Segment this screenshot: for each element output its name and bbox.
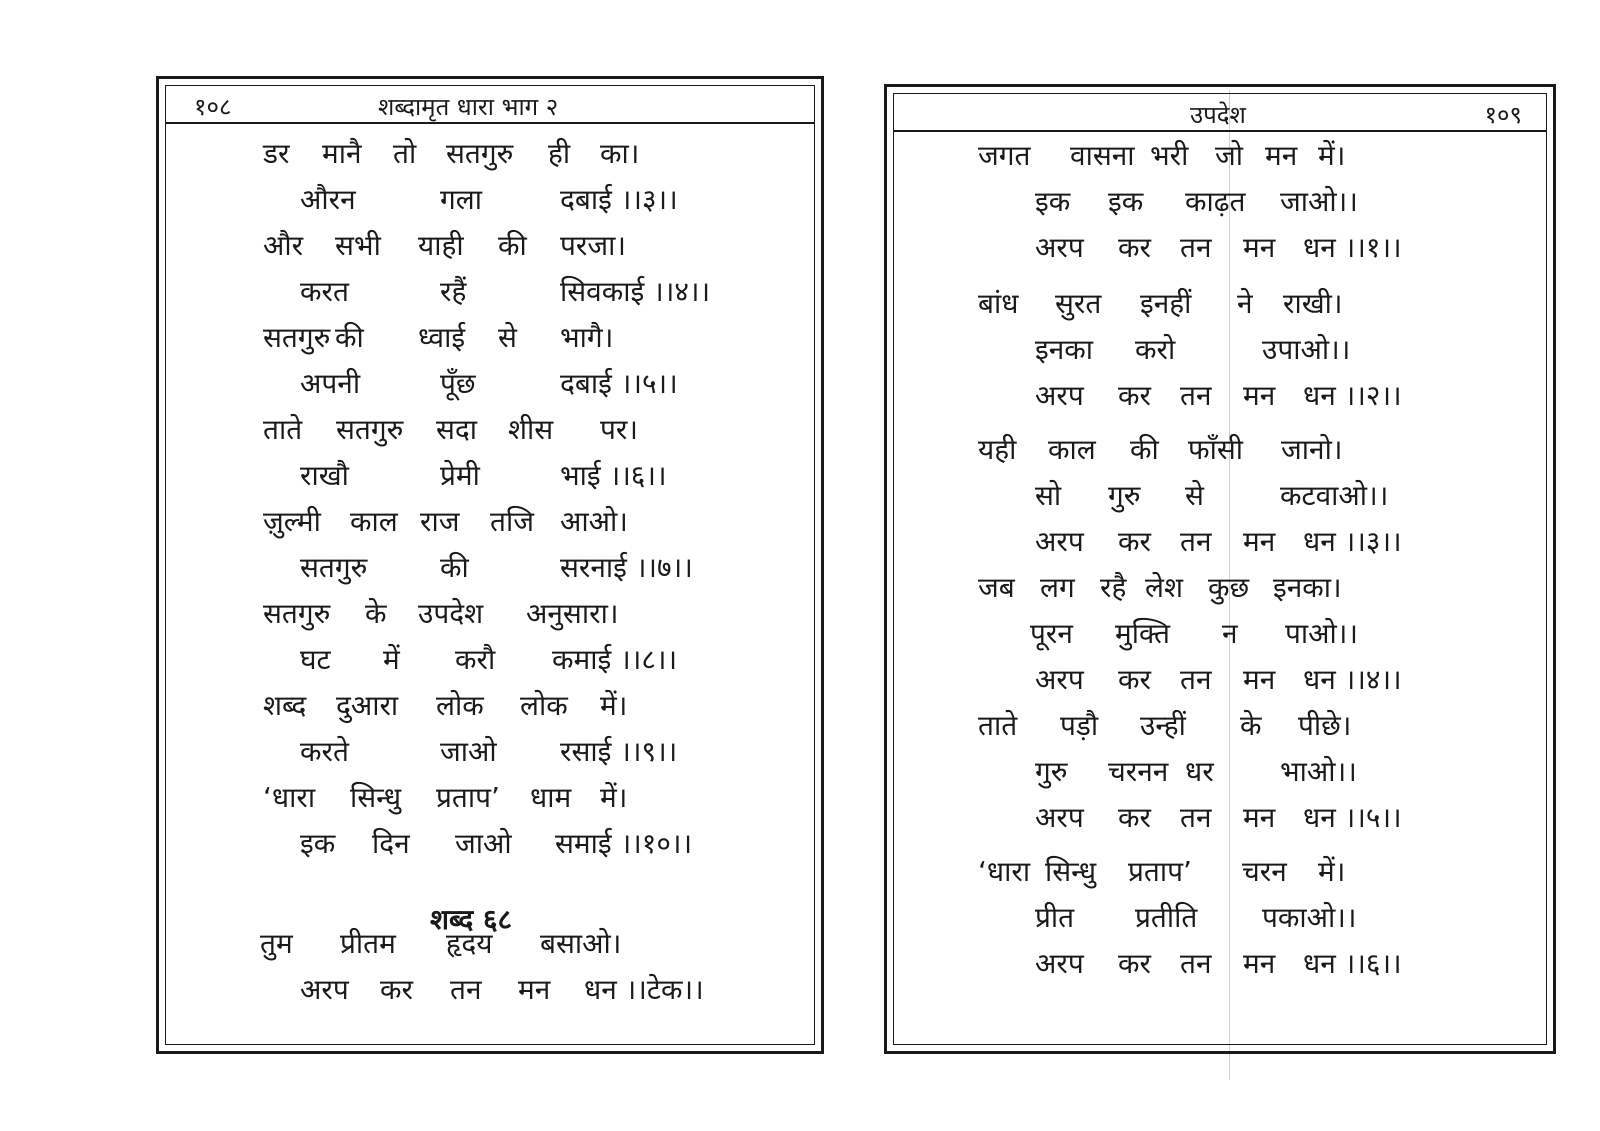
verse-word: तजि: [490, 505, 534, 538]
verse-word: लग: [1040, 571, 1075, 604]
verse-word: कर: [1118, 801, 1151, 834]
verse-word: ही: [548, 137, 571, 170]
verse-word: उन्हीं: [1140, 709, 1186, 742]
verse-word: प्रेमी: [440, 459, 480, 492]
verse-word: जाओ।।: [1280, 185, 1358, 218]
verse-word: ‘धारा: [978, 855, 1031, 888]
verse-word: जाओ: [440, 735, 497, 768]
verse-word: अरप: [1035, 947, 1084, 980]
verse-word: तो: [393, 137, 417, 170]
verse-word: अरप: [1035, 801, 1084, 834]
verse-word: में।: [600, 781, 628, 814]
verse-word: ताते: [263, 413, 303, 446]
shabd-heading: शब्द ६८: [430, 903, 513, 936]
verse-word: कटवाओ।।: [1280, 479, 1389, 512]
left-page-header: [166, 86, 814, 124]
verse-word: तन: [450, 973, 482, 1006]
verse-word: अरप: [1035, 231, 1084, 264]
verse-word: शीस: [508, 413, 554, 446]
verse-word: तन: [1180, 947, 1212, 980]
verse-word: तन: [1180, 525, 1212, 558]
verse-word: काल: [1048, 433, 1096, 466]
verse-word: धन ।।२।।: [1303, 379, 1402, 412]
verse-word: धन ।।३।।: [1303, 525, 1402, 558]
verse-word: जानो।: [1281, 433, 1343, 466]
verse-word: में।: [1318, 139, 1346, 172]
verse-word: धन ।।६।।: [1303, 947, 1402, 980]
verse-word: लोक: [520, 689, 568, 722]
verse-word: करत: [300, 275, 349, 308]
verse-word: राखौ: [300, 459, 349, 492]
verse-word: धन ।।१।।: [1303, 231, 1402, 264]
verse-word: लोक: [436, 689, 484, 722]
verse-word: तन: [1180, 379, 1212, 412]
verse-word: जब: [978, 571, 1015, 604]
verse-word: अरप: [1035, 379, 1084, 412]
verse-word: बसाओ।: [540, 927, 622, 960]
verse-word: करौ: [455, 643, 496, 676]
verse-word: डर: [263, 137, 290, 170]
verse-word: तन: [1180, 801, 1212, 834]
verse-word: चरन: [1242, 855, 1287, 888]
verse-word: आओ।: [560, 505, 628, 538]
verse-word: पूँछ: [440, 367, 476, 400]
verse-word: गुरु: [1108, 479, 1141, 512]
verse-word: शब्द: [263, 689, 307, 722]
verse-word: जाओ: [455, 827, 512, 860]
verse-word: की: [498, 229, 527, 262]
verse-word: धन ।।४।।: [1303, 663, 1402, 696]
verse-word: राज: [420, 505, 460, 538]
verse-word: घट: [300, 643, 331, 676]
verse-word: गला: [440, 183, 483, 216]
verse-word: मन: [1243, 947, 1276, 980]
verse-word: काढ़त: [1185, 185, 1246, 218]
verse-word: ‘धारा: [263, 781, 316, 814]
verse-word: सिन्धु: [350, 781, 402, 814]
verse-word: दबाई ।।३।।: [560, 183, 678, 216]
verse-word: इक: [1035, 185, 1071, 218]
verse-word: की: [335, 321, 364, 354]
verse-word: कर: [1118, 947, 1151, 980]
verse-word: पड़ौ: [1060, 709, 1099, 742]
verse-word: में।: [1318, 855, 1346, 888]
verse-word: रहैं: [440, 275, 467, 308]
verse-word: प्रतीति: [1135, 901, 1198, 934]
verse-word: न: [1222, 617, 1238, 650]
verse-word: ज़ुल्मी: [263, 505, 321, 538]
verse-word: भागै।: [560, 321, 614, 354]
right-page-header: [894, 94, 1546, 132]
verse-word: मन: [1243, 663, 1276, 696]
verse-word: से: [498, 321, 517, 354]
verse-word: ताते: [978, 709, 1018, 742]
verse-word: सतगुरु: [300, 551, 368, 584]
verse-word: जो: [1215, 139, 1244, 172]
verse-word: धन ।।टेक।।: [584, 973, 704, 1006]
right-page-inner-border: [893, 93, 1547, 1045]
verse-word: प्रीतम: [340, 927, 396, 960]
verse-word: सतगुरु: [263, 321, 331, 354]
verse-word: कर: [1118, 525, 1151, 558]
right-page-running-title: उपदेश: [1190, 101, 1246, 129]
verse-word: पर।: [600, 413, 638, 446]
left-page-running-title: शब्दामृत धारा भाग २: [378, 93, 559, 121]
verse-word: कर: [1118, 379, 1151, 412]
left-page-number: १०८: [194, 93, 232, 121]
verse-word: उपाओ।।: [1262, 333, 1351, 366]
verse-word: कर: [1118, 663, 1151, 696]
verse-word: मन: [518, 973, 551, 1006]
verse-word: सुरत: [1055, 287, 1102, 320]
verse-word: कर: [380, 973, 413, 1006]
verse-word: राखी।: [1283, 287, 1343, 320]
verse-word: मन: [1243, 525, 1276, 558]
verse-word: कुछ: [1208, 571, 1250, 604]
verse-word: का।: [600, 137, 640, 170]
verse-word: अपनी: [300, 367, 361, 400]
verse-word: अरप: [1035, 525, 1084, 558]
verse-word: दबाई ।।५।।: [560, 367, 678, 400]
verse-word: दुआरा: [336, 689, 399, 722]
verse-word: सतगुरु: [446, 137, 514, 170]
verse-word: दिन: [372, 827, 410, 860]
verse-word: तुम: [260, 927, 293, 960]
verse-word: मन: [1265, 139, 1298, 172]
verse-word: ध्वाई: [418, 321, 466, 354]
verse-word: मन: [1243, 379, 1276, 412]
verse-word: धन ।।५।।: [1303, 801, 1402, 834]
verse-word: इनका।: [1273, 571, 1342, 604]
verse-word: अनुसारा।: [526, 597, 619, 630]
verse-word: अरप: [1035, 663, 1084, 696]
verse-word: हृदय: [446, 927, 493, 960]
verse-word: कमाई ।।८।।: [552, 643, 678, 676]
verse-word: मुक्ति: [1115, 617, 1170, 650]
verse-word: भरी: [1150, 139, 1189, 172]
verse-word: याही: [418, 229, 464, 262]
verse-word: चरनन: [1108, 755, 1169, 788]
verse-word: अरप: [300, 973, 349, 1006]
verse-word: परजा।: [560, 229, 626, 262]
verse-word: से: [1185, 479, 1204, 512]
verse-word: लेश: [1145, 571, 1184, 604]
verse-word: इक: [300, 827, 336, 860]
verse-word: भाई ।।६।।: [560, 459, 667, 492]
verse-word: प्रताप’: [1128, 855, 1192, 888]
verse-word: के: [1240, 709, 1262, 742]
verse-word: धाम: [530, 781, 572, 814]
verse-word: सिवकाई ।।४।।: [560, 275, 711, 308]
verse-word: वासना: [1070, 139, 1135, 172]
verse-word: धर: [1185, 755, 1214, 788]
verse-word: रसाई ।।९।।: [560, 735, 678, 768]
verse-word: उपदेश: [418, 597, 484, 630]
verse-word: फाँसी: [1188, 433, 1244, 466]
verse-word: मानै: [322, 137, 362, 170]
verse-word: बांध: [978, 287, 1019, 320]
verse-word: और: [263, 229, 304, 262]
verse-word: यही: [978, 433, 1017, 466]
verse-word: रहै: [1100, 571, 1127, 604]
verse-word: इनहीं: [1140, 287, 1192, 320]
verse-word: मन: [1243, 801, 1276, 834]
verse-word: में: [383, 643, 400, 676]
verse-word: तन: [1180, 663, 1212, 696]
verse-word: करो: [1135, 333, 1176, 366]
verse-word: सरनाई ।।७।।: [560, 551, 693, 584]
verse-word: सिन्धु: [1045, 855, 1097, 888]
right-page: [884, 84, 1556, 1054]
verse-word: काल: [350, 505, 398, 538]
verse-word: गुरु: [1035, 755, 1068, 788]
verse-word: पाओ।।: [1285, 617, 1359, 650]
verse-word: औरन: [300, 183, 356, 216]
verse-word: प्रताप’: [436, 781, 500, 814]
verse-word: तन: [1180, 231, 1212, 264]
verse-word: सदा: [436, 413, 478, 446]
verse-word: की: [1130, 433, 1159, 466]
verse-word: पीछे।: [1298, 709, 1352, 742]
verse-word: समाई ।।१०।।: [555, 827, 693, 860]
verse-word: कर: [1118, 231, 1151, 264]
verse-word: की: [440, 551, 469, 584]
verse-word: मन: [1243, 231, 1276, 264]
verse-word: सो: [1035, 479, 1062, 512]
verse-word: भाओ।।: [1280, 755, 1357, 788]
verse-word: पकाओ।।: [1262, 901, 1357, 934]
verse-word: इनका: [1035, 333, 1094, 366]
verse-word: सतगुरु: [263, 597, 331, 630]
verse-word: ने: [1237, 287, 1253, 320]
verse-word: प्रीत: [1035, 901, 1075, 934]
verse-word: सभी: [335, 229, 381, 262]
verse-word: जगत: [978, 139, 1031, 172]
verse-word: करते: [300, 735, 349, 768]
right-page-number: १०९: [1484, 101, 1522, 129]
verse-word: के: [365, 597, 387, 630]
verse-word: इक: [1108, 185, 1144, 218]
verse-word: सतगुरु: [336, 413, 404, 446]
verse-word: पूरन: [1030, 617, 1073, 650]
verse-word: में।: [600, 689, 628, 722]
